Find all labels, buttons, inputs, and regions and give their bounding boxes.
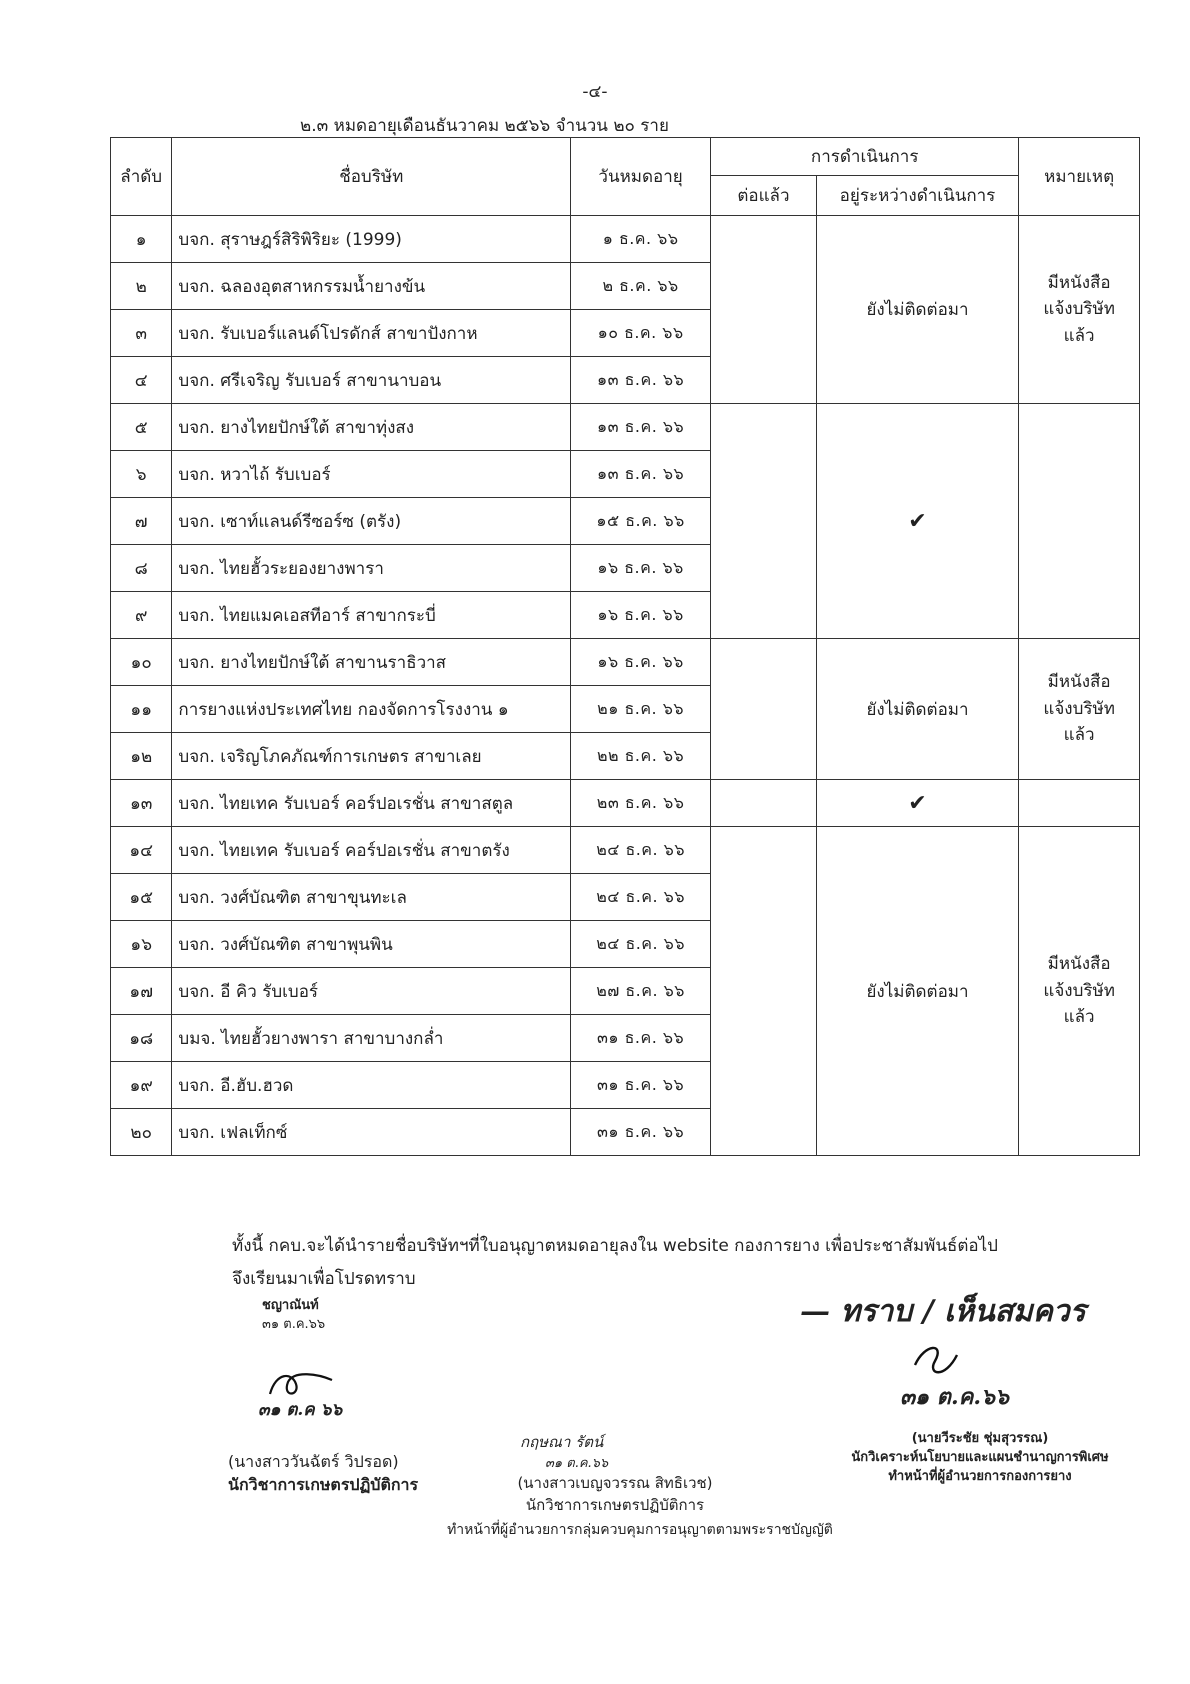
check-icon: ✔: [908, 790, 927, 816]
status-cell: ยังไม่ติดต่อมา: [816, 216, 1019, 404]
expiry-date: ๒๒ ธ.ค. ๖๖: [571, 733, 711, 780]
expiry-date: ๓๑ ธ.ค. ๖๖: [571, 1109, 711, 1156]
table-row: [111, 404, 1140, 451]
row-number: ๑: [111, 216, 172, 263]
company-name: บจก. อี คิว รับเบอร์: [172, 968, 571, 1015]
left-note-2: ๓๑ ต.ค.๖๖: [262, 1316, 326, 1332]
renewed-cell: [711, 404, 817, 639]
company-name: บจก. หวาไถ้ รับเบอร์: [172, 451, 571, 498]
row-number: ๑๐: [111, 639, 172, 686]
remark-line: แจ้งบริษัท: [1043, 698, 1115, 719]
status-cell: [816, 780, 1019, 827]
expiry-date: ๒๔ ธ.ค. ๖๖: [571, 827, 711, 874]
expiry-date: ๑๓ ธ.ค. ๖๖: [571, 404, 711, 451]
left-date-scrawl: ๓๑ ต.ค ๖๖: [258, 1400, 343, 1420]
license-table: [110, 137, 1140, 1156]
row-number: ๑๒: [111, 733, 172, 780]
company-name: บจก. รับเบอร์แลนด์โปรดักส์ สาขาปังกาห: [172, 310, 571, 357]
left-signer-title: นักวิชาการเกษตรปฏิบัติการ: [228, 1475, 419, 1495]
row-number: ๒๐: [111, 1109, 172, 1156]
middle-signer-title: นักวิชาการเกษตรปฏิบัติการ: [525, 1495, 705, 1514]
middle-signature-block: [435, 1473, 795, 1517]
renewed-cell: [711, 780, 817, 827]
renewed-cell: [711, 216, 817, 404]
row-number: ๗: [111, 498, 172, 545]
remark-cell: [1019, 827, 1140, 1156]
remark-line: มีหนังสือ: [1047, 272, 1111, 293]
left-signer-name: (นางสาววันฉัตร์ วิปรอด): [228, 1452, 399, 1471]
company-name: บจก. เซาท์แลนด์รีซอร์ซ (ตรัง): [172, 498, 571, 545]
company-name: บมจ. ไทยฮั้วยางพารา สาขาบางกล่ำ: [172, 1015, 571, 1062]
company-name: การยางแห่งประเทศไทย กองจัดการโรงงาน ๑: [172, 686, 571, 733]
remark-line: แล้ว: [1063, 1007, 1095, 1028]
expiry-date: ๒๔ ธ.ค. ๖๖: [571, 921, 711, 968]
expiry-date: ๑๓ ธ.ค. ๖๖: [571, 357, 711, 404]
company-name: บจก. สุราษฎร์สิริพิริยะ (1999): [172, 216, 571, 263]
row-number: ๘: [111, 545, 172, 592]
header-expiry: วันหมดอายุ: [571, 138, 711, 216]
table-row: [111, 827, 1140, 874]
row-number: ๑๔: [111, 827, 172, 874]
right-signer-title: นักวิเคราะห์นโยบายและแผนชำนาญการพิเศษ: [851, 1449, 1109, 1465]
right-signer-role: ทำหน้าที่ผู้อำนวยการกองการยาง: [888, 1468, 1072, 1484]
footer-line-1: ทั้งนี้ กคบ.จะได้นำรายชื่อบริษัทฯที่ใบอนุญาตหมดอายุลงใน website กองการยาง เพื่อประชาสัมพันธ์ต่อไป: [232, 1236, 998, 1256]
company-name: บจก. ฉลองอุตสาหกรรมน้ำยางข้น: [172, 263, 571, 310]
row-number: ๒: [111, 263, 172, 310]
header-in-progress: อยู่ระหว่างดำเนินการ: [816, 176, 1019, 216]
company-name: บจก. อี.ฮับ.ฮวด: [172, 1062, 571, 1109]
company-name: บจก. ไทยเทค รับเบอร์ คอร์ปอเรชั่น สาขาสตูล: [172, 780, 571, 827]
right-signature-scrawl: [905, 1335, 965, 1385]
remark-cell: [1019, 404, 1140, 639]
left-note-1: ชญาณันท์: [262, 1298, 319, 1313]
left-note-block: [262, 1297, 325, 1335]
expiry-date: ๒๗ ธ.ค. ๖๖: [571, 968, 711, 1015]
remark-line: แล้ว: [1063, 325, 1095, 346]
row-number: ๕: [111, 404, 172, 451]
row-number: ๔: [111, 357, 172, 404]
expiry-date: ๒ ธ.ค. ๖๖: [571, 263, 711, 310]
company-name: บจก. เฟลเท็กซ์: [172, 1109, 571, 1156]
remark-line: แล้ว: [1063, 725, 1095, 746]
expiry-date: ๑๕ ธ.ค. ๖๖: [571, 498, 711, 545]
right-signature-block: [830, 1430, 1130, 1487]
company-name: บจก. เจริญโภคภัณฑ์การเกษตร สาขาเลย: [172, 733, 571, 780]
left-signature-block: [228, 1450, 418, 1496]
right-date-scrawl: ๓๑ ต.ค.๖๖: [900, 1384, 1009, 1410]
expiry-date: ๒๔ ธ.ค. ๖๖: [571, 874, 711, 921]
header-action: การดำเนินการ: [711, 138, 1019, 176]
middle-signer-name: (นางสาวเบญจวรรณ สิทธิเวช): [517, 1474, 713, 1492]
status-cell: [816, 404, 1019, 639]
section-heading: ๒.๓ หมดอายุเดือนธันวาคม ๒๕๖๖ จำนวน ๒๐ ราย: [300, 116, 669, 136]
expiry-date: ๑๖ ธ.ค. ๖๖: [571, 592, 711, 639]
check-icon: ✔: [908, 508, 927, 534]
company-name: บจก. ไทยฮั้วระยองยางพารา: [172, 545, 571, 592]
company-name: บจก. วงศ์บัณฑิต สาขาขุนทะเล: [172, 874, 571, 921]
middle-signature-scrawl: กฤษณา รัตน์: [520, 1433, 604, 1451]
footer-line-2: จึงเรียนมาเพื่อโปรดทราบ: [232, 1269, 416, 1289]
header-remark: หมายเหตุ: [1019, 138, 1140, 216]
company-name: บจก. ยางไทยปักษ์ใต้ สาขาทุ่งสง: [172, 404, 571, 451]
header-renewed: ต่อแล้ว: [711, 176, 817, 216]
row-number: ๑๕: [111, 874, 172, 921]
renewed-cell: [711, 827, 817, 1156]
expiry-date: ๑๖ ธ.ค. ๖๖: [571, 545, 711, 592]
remark-line: มีหนังสือ: [1047, 672, 1111, 693]
row-number: ๙: [111, 592, 172, 639]
row-number: ๑๖: [111, 921, 172, 968]
status-cell: ยังไม่ติดต่อมา: [816, 827, 1019, 1156]
page-number: -๔-: [582, 82, 608, 102]
row-number: ๑๘: [111, 1015, 172, 1062]
expiry-date: ๓๑ ธ.ค. ๖๖: [571, 1015, 711, 1062]
row-number: ๑๓: [111, 780, 172, 827]
row-number: ๑๗: [111, 968, 172, 1015]
row-number: ๓: [111, 310, 172, 357]
middle-date: ๓๑ ต.ค.๖๖: [545, 1456, 609, 1471]
header-order: ลำดับ: [111, 138, 172, 216]
row-number: ๑๑: [111, 686, 172, 733]
right-signer-name: (นายวีระชัย ชุ่มสุวรรณ): [911, 1431, 1049, 1446]
company-name: บจก. ศรีเจริญ รับเบอร์ สาขานาบอน: [172, 357, 571, 404]
remark-line: แจ้งบริษัท: [1043, 299, 1115, 320]
right-approval-scrawl: — ทราบ / เห็นสมควร: [800, 1294, 1086, 1329]
row-number: ๖: [111, 451, 172, 498]
remark-cell: [1019, 780, 1140, 827]
remark-cell: [1019, 639, 1140, 780]
row-number: ๑๙: [111, 1062, 172, 1109]
status-cell: ยังไม่ติดต่อมา: [816, 639, 1019, 780]
table-row: [111, 780, 1140, 827]
expiry-date: ๓๑ ธ.ค. ๖๖: [571, 1062, 711, 1109]
expiry-date: ๒๓ ธ.ค. ๖๖: [571, 780, 711, 827]
middle-signer-role: ทำหน้าที่ผู้อำนวยการกลุ่มควบคุมการอนุญาตตามพระราชบัญญัติ: [447, 1522, 833, 1538]
remark-cell: [1019, 216, 1140, 404]
remark-line: มีหนังสือ: [1047, 954, 1111, 975]
table-row: [111, 216, 1140, 263]
company-name: บจก. ไทยเทค รับเบอร์ คอร์ปอเรชั่น สาขาตรัง: [172, 827, 571, 874]
company-name: บจก. ไทยแมคเอสทีอาร์ สาขากระบี่: [172, 592, 571, 639]
table-row: [111, 639, 1140, 686]
expiry-date: ๑ ธ.ค. ๖๖: [571, 216, 711, 263]
expiry-date: ๑๐ ธ.ค. ๖๖: [571, 310, 711, 357]
expiry-date: ๑๖ ธ.ค. ๖๖: [571, 639, 711, 686]
expiry-date: ๑๓ ธ.ค. ๖๖: [571, 451, 711, 498]
renewed-cell: [711, 639, 817, 780]
header-company: ชื่อบริษัท: [172, 138, 571, 216]
company-name: บจก. วงศ์บัณฑิต สาขาพุนพิน: [172, 921, 571, 968]
company-name: บจก. ยางไทยปักษ์ใต้ สาขานราธิวาส: [172, 639, 571, 686]
remark-line: แจ้งบริษัท: [1043, 980, 1115, 1001]
expiry-date: ๒๑ ธ.ค. ๖๖: [571, 686, 711, 733]
